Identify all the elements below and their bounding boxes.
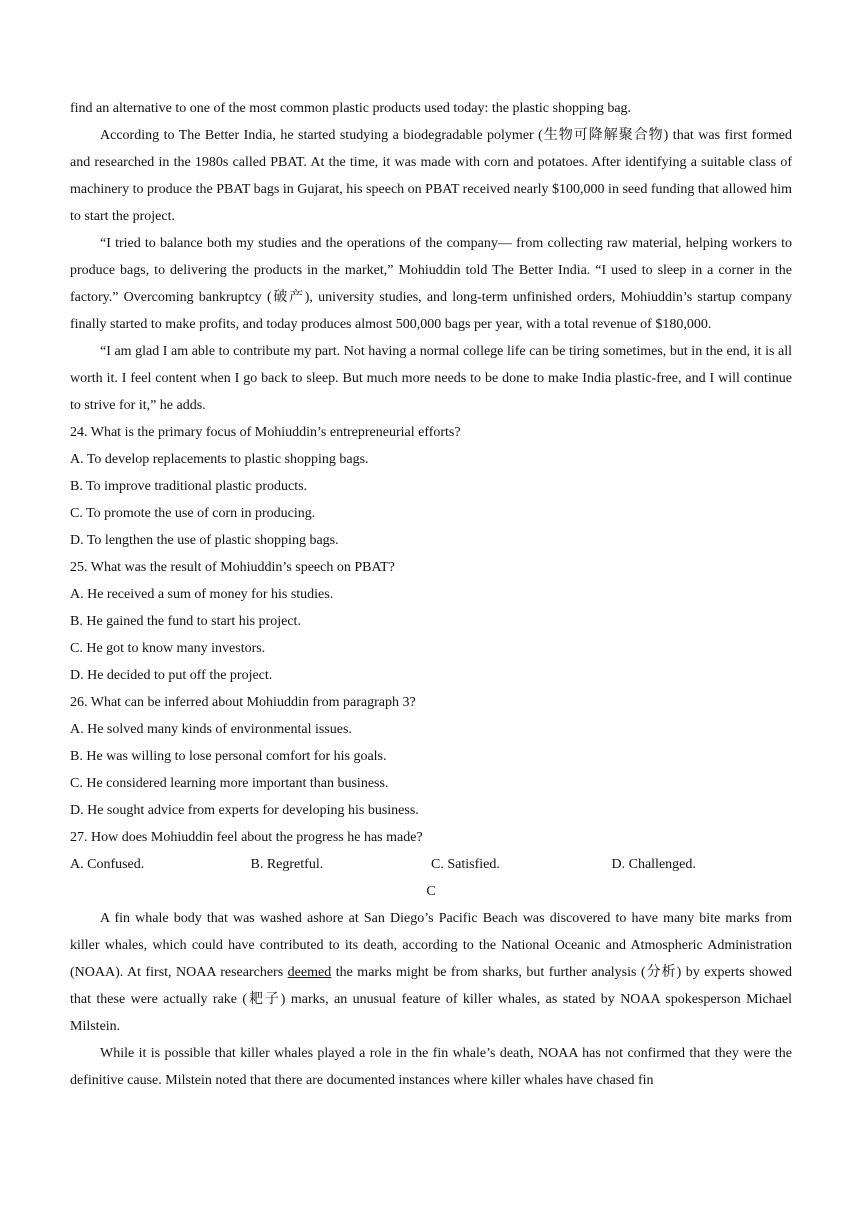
passage-c-paragraph-2: While it is possible that killer whales played a role in the fin whale’s death, NOAA has not confirmed that they were the definitive cause. Milstein noted that there are documented instances where killer whales have chased fin (70, 1046, 792, 1088)
passage-c-paragraph-1 (70, 905, 792, 1040)
option-a: A. He received a sum of money for his studies. (70, 587, 334, 602)
passage-b-paragraph-3: “I tried to balance both my studies and the operations of the company— from collecting raw material, helping workers to produce bags, to delivering the products in the market,” Mohiuddin told The Better India. “I used to sleep in a corner in the factory.” Overcoming bankruptcy (破产), university studies, and long-term unfinished orders, Mohiuddin’s startup company finally started to make profits, and today produces almost 500,000 bags per year, with a total revenue of $180,000. (70, 236, 792, 332)
question-stem: 25. What was the result of Mohiuddin’s speech on PBAT? (70, 560, 395, 575)
question-stem: 24. What is the primary focus of Mohiuddin’s entrepreneurial efforts? (70, 425, 461, 440)
option-d: D. He decided to put off the project. (70, 668, 273, 683)
option-a: A. To develop replacements to plastic shopping bags. (70, 452, 369, 467)
option-b: B. To improve traditional plastic products. (70, 479, 308, 494)
passage-b-paragraph-2: According to The Better India, he started studying a biodegradable polymer (生物可降解聚合物) that was first formed and researched in the 1980s called PBAT. At the time, it was made with corn and potatoes. After identifying a suitable class of machinery to produce the PBAT bags in Gujarat, his speech on PBAT received nearly $100,000 in seed funding that allowed him to start the project. (70, 128, 792, 224)
options-row (70, 851, 792, 878)
question-27 (70, 824, 792, 878)
option-d: D. To lengthen the use of plastic shopping bags. (70, 533, 339, 548)
option-c: C. He got to know many investors. (70, 641, 266, 656)
question-25 (70, 554, 792, 689)
option-c: C. To promote the use of corn in producing. (70, 506, 316, 521)
option-c: C. Satisfied. (431, 857, 500, 872)
option-b: B. He was willing to lose personal comfort for his goals. (70, 749, 387, 764)
passage-b-paragraph-1: find an alternative to one of the most common plastic products used today: the plastic shopping bag. (70, 101, 632, 116)
option-d: D. He sought advice from experts for developing his business. (70, 803, 419, 818)
option-b: B. He gained the fund to start his project. (70, 614, 301, 629)
section-letter-c: C (426, 884, 436, 899)
option-d: D. Challenged. (611, 857, 696, 872)
option-c: C. He considered learning more important than business. (70, 776, 389, 791)
option-a: A. Confused. (70, 857, 145, 872)
option-a: A. He solved many kinds of environmental issues. (70, 722, 352, 737)
paragraph-text-before: A fin whale body that was washed ashore at San Diego’s Pacific Beach was discovered to have many bite marks from killer whales, which could have contributed to its death, according to the National Oceanic and Atmospheric Administration (NOAA). At first, NOAA researchers (70, 911, 792, 980)
question-24 (70, 419, 792, 554)
option-b: B. Regretful. (250, 857, 324, 872)
document-content (70, 95, 792, 1094)
question-stem: 27. How does Mohiuddin feel about the progress he has made? (70, 830, 423, 845)
question-stem: 26. What can be inferred about Mohiuddin from paragraph 3? (70, 695, 416, 710)
paragraph-text-after: the marks might be from sharks, but further analysis (分析) by experts showed that these were actually rake (耙子) marks, an unusual feature of killer whales, as stated by NOAA spokesperson Michael Milstein. (70, 965, 792, 1034)
question-26 (70, 689, 792, 824)
underlined-word: deemed (287, 965, 332, 980)
passage-b-paragraph-4: “I am glad I am able to contribute my part. Not having a normal college life can be tiring sometimes, but in the end, it is all worth it. I feel content when I go back to sleep. But much more needs to be done to make India plastic-free, and I will continue to strive for it,” he adds. (70, 344, 792, 413)
